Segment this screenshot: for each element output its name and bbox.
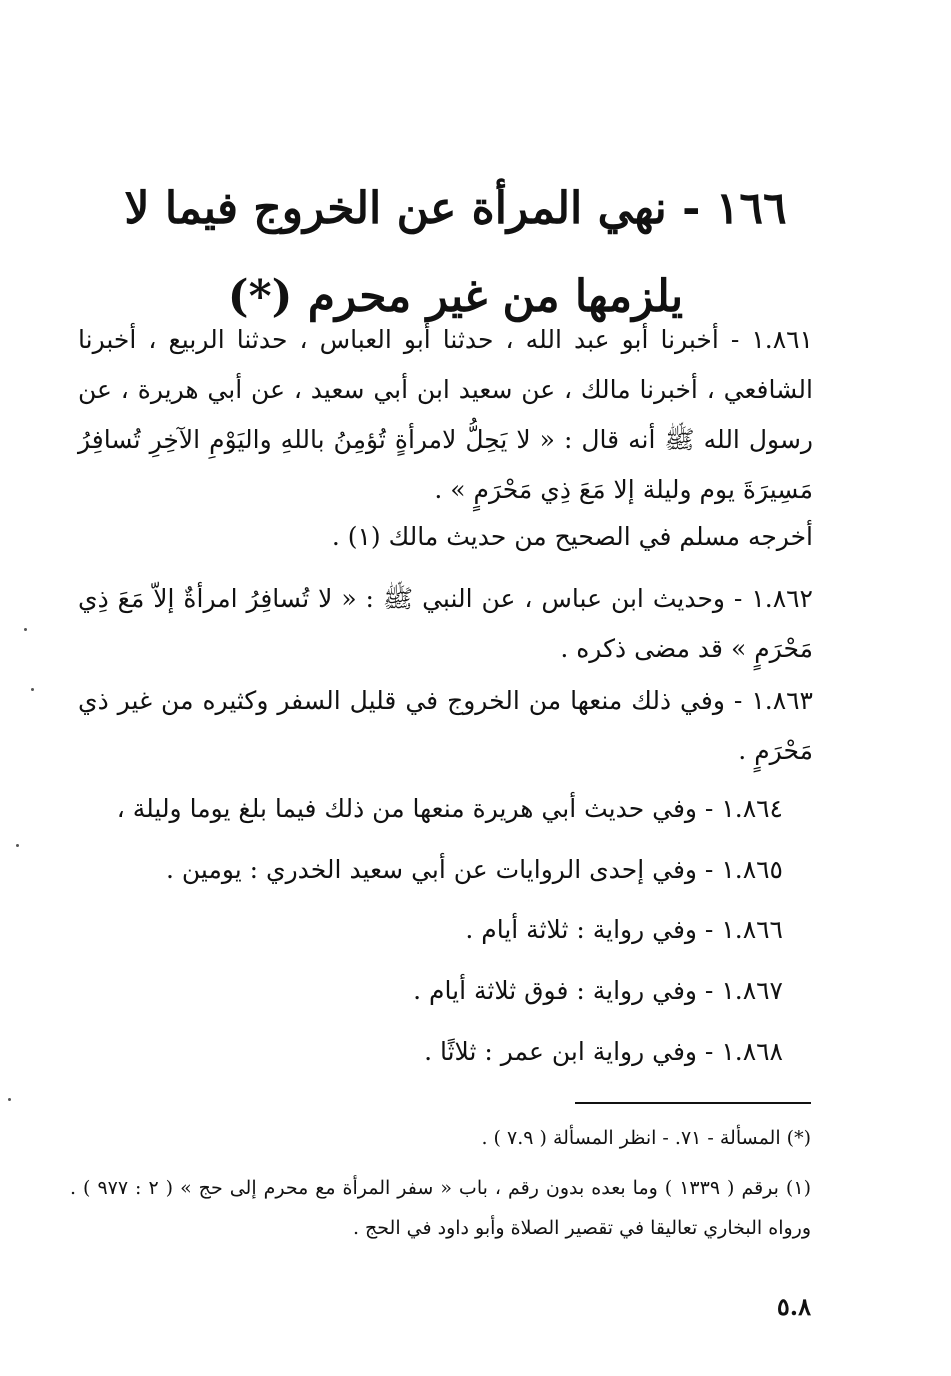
footnote-1: (١) برقم ( ١٣٣٩ ) وما بعده بدون رقم ، باب « سفر المرأة مع محرم إلى حج » ( ٢ : ٩٧٧ ) . ورواه البخاري تعاليقا في تقصير الصلاة وأبو داود في الحج . [70, 1177, 811, 1239]
paragraph-1865: ١.٨٦٥ - وفي إحدى الروايات عن أبي سعيد الخدري : يومين . [165, 855, 783, 884]
footnote-star: (*) المسألة - ٧١. - انظر المسألة ( ٧.٩ ) . [481, 1127, 811, 1149]
source-note: أخرجه مسلم في الصحيح من حديث مالك (١) . [331, 522, 813, 551]
scan-speck [16, 844, 19, 847]
paragraph-1864: ١.٨٦٤ - وفي حديث أبي هريرة منعها من ذلك فيما بلغ يوما وليلة ، [116, 794, 783, 823]
footnote-divider [575, 1102, 811, 1104]
scan-speck [31, 688, 34, 691]
hadith-paragraph-1862: ١.٨٦٢ - وحديث ابن عباس ، عن النبي ﷺ : « لا تُسافِرُ امرأةٌ إلاّ مَعَ ذِي مَحْرَمٍ » قد مضى ذكره . [78, 584, 813, 663]
paragraph-1868: ١.٨٦٨ - وفي رواية ابن عمر : ثلاثًا . [424, 1037, 783, 1066]
paragraph-1867: ١.٨٦٧ - وفي رواية : فوق ثلاثة أيام . [413, 976, 783, 1005]
chapter-title: ١٦٦ - نهي المرأة عن الخروج فيما لا يلزمها من غير محرم (*) [124, 183, 787, 322]
scan-speck [8, 1098, 11, 1101]
page-number: ٥.٨ [776, 1292, 811, 1321]
hadith-paragraph-1861: ١.٨٦١ - أخبرنا أبو عبد الله ، حدثنا أبو العباس ، حدثنا الربيع ، أخبرنا الشافعي ، أخبرنا مالك ، عن سعيد ابن أبي سعيد ، عن أبي هريرة ، عن رسول الله ﷺ أنه قال : « لا يَحِلُّ لامرأةٍ تُؤمِنُ باللهِ واليَوْمِ الآخِرِ تُسافِرُ مَسِيرَةَ يوم وليلة إلا مَعَ ذِي مَحْرَمٍ » . [78, 325, 813, 504]
paragraph-1863: ١.٨٦٣ - وفي ذلك منعها من الخروج في قليل السفر وكثيره من غير ذي مَحْرَمٍ . [78, 686, 813, 765]
paragraph-1866: ١.٨٦٦ - وفي رواية : ثلاثة أيام . [465, 915, 783, 944]
scan-speck [24, 628, 27, 631]
